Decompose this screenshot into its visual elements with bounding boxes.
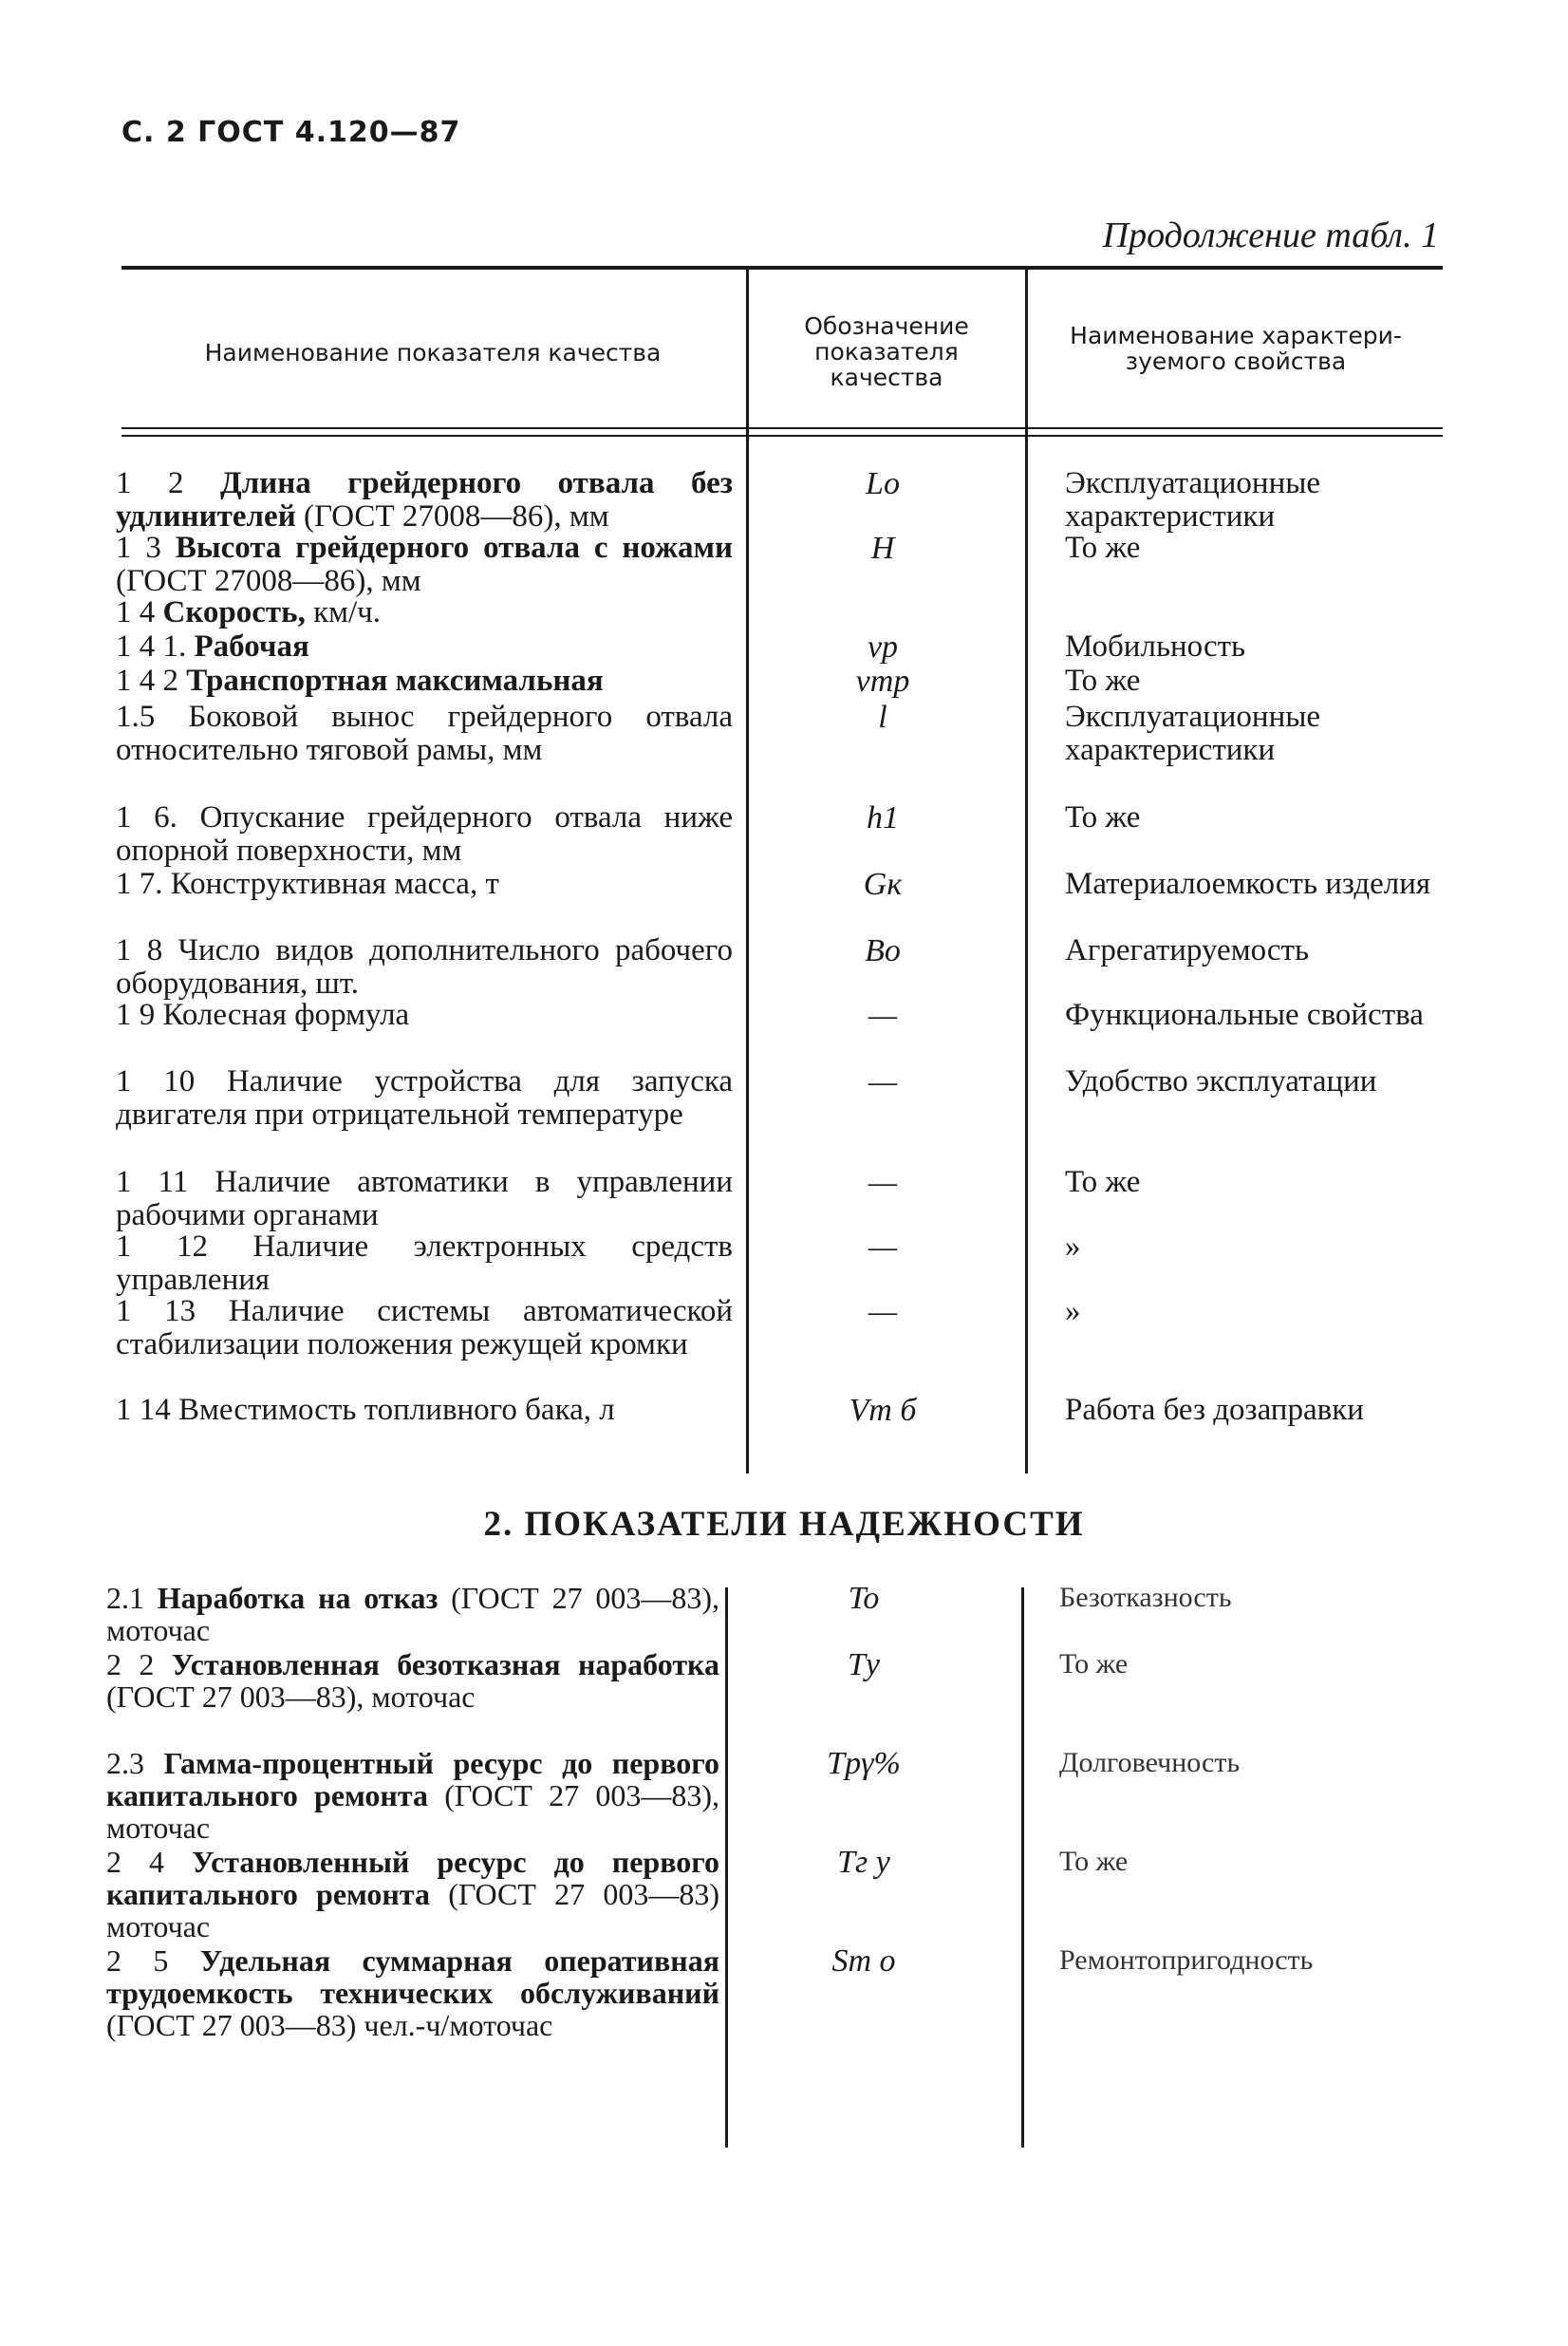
indicator-symbol: vр bbox=[867, 629, 899, 665]
indicator-name bbox=[116, 999, 733, 1032]
indicator-number: 1 10 bbox=[116, 1064, 196, 1098]
indicator-symbol: — bbox=[868, 1165, 898, 1200]
column-divider-4 bbox=[1021, 1587, 1024, 2148]
indicator-symbol: Tг у bbox=[837, 1845, 890, 1880]
indicator-name-text: (ГОСТ 27 003—83), моточас bbox=[106, 1680, 476, 1714]
indicator-name bbox=[106, 1747, 719, 1844]
indicator-name-text: Число видов дополнительного рабочего оборудования, шт. bbox=[116, 933, 734, 1001]
indicator-name bbox=[106, 1582, 719, 1646]
indicator-symbol: H bbox=[870, 531, 895, 566]
indicator-name-text: (ГОСТ 27 003—83), моточас bbox=[106, 1778, 720, 1845]
characterized-property: То же bbox=[1065, 664, 1141, 698]
indicator-name-text: Конструктивная масса, т bbox=[170, 867, 499, 901]
indicator-symbol: To bbox=[848, 1581, 880, 1616]
indicator-number: 1 8 bbox=[116, 933, 163, 967]
indicator-number: 1 4 2 bbox=[116, 664, 178, 698]
indicator-symbol: Vт б bbox=[849, 1393, 917, 1428]
indicator-name bbox=[116, 532, 733, 598]
characterized-property: То же bbox=[1065, 1165, 1141, 1199]
indicator-name-bold: Наработка на отказ bbox=[157, 1581, 439, 1615]
indicator-symbol: l bbox=[878, 700, 887, 735]
indicator-name-bold: Удельная суммарная оперативная трудоемкость технических обслуживаний bbox=[106, 1943, 719, 2010]
indicator-name-bold: Транспортная максимальная bbox=[186, 664, 604, 698]
indicator-name bbox=[106, 1846, 719, 1942]
indicator-number: 2 5 bbox=[106, 1943, 169, 1978]
header-bottom-rule-2 bbox=[121, 435, 1443, 437]
indicator-number: 2.1 bbox=[106, 1581, 144, 1615]
characterized-property: Материалоемкость изделия bbox=[1065, 867, 1431, 901]
indicator-symbol: Bo bbox=[865, 933, 901, 968]
indicator-symbol: Tрγ% bbox=[827, 1746, 901, 1781]
characterized-property: » bbox=[1065, 1294, 1081, 1328]
indicator-name-text: (ГОСТ 27 003—83) моточас bbox=[106, 1877, 720, 1943]
indicator-name-text: Наличие системы автоматической стабилизации положения режущей кромки bbox=[116, 1294, 734, 1361]
characterized-property: Работа без дозаправки bbox=[1065, 1393, 1364, 1427]
indicator-name bbox=[116, 665, 733, 698]
characterized-property: Агрегатируемость bbox=[1065, 933, 1310, 967]
indicator-name bbox=[116, 1295, 733, 1361]
indicator-name-text: (ГОСТ 27 003—83) чел.-ч/моточас bbox=[106, 2008, 553, 2042]
indicator-name-text: Опускание грейдерного отвала ниже опорной поверхности, мм bbox=[116, 800, 733, 868]
characterized-property: Удобство эксплуатации bbox=[1065, 1064, 1377, 1098]
characterized-property: То же bbox=[1065, 531, 1141, 565]
indicator-name bbox=[116, 701, 733, 767]
indicator-name-bold: Рабочая bbox=[194, 629, 309, 664]
indicator-name bbox=[116, 467, 733, 534]
column-header-symbol: Обозначение показателя качества bbox=[804, 312, 969, 391]
column-divider-2 bbox=[1025, 268, 1028, 1473]
indicator-symbol: — bbox=[868, 1294, 898, 1329]
indicator-name-text: (ГОСТ 27008—86), мм bbox=[116, 564, 421, 598]
characterized-property: Эксплуатационные характеристики bbox=[1065, 700, 1321, 767]
indicator-name bbox=[116, 1394, 733, 1427]
characterized-property: Ремонтопригодность bbox=[1059, 1944, 1314, 1976]
indicator-name bbox=[106, 1648, 719, 1713]
column-header-property: Наименование характери- зуемого свойства bbox=[1070, 322, 1402, 375]
indicator-name-bold: Скорость, bbox=[162, 595, 306, 629]
indicator-symbol: Tу bbox=[848, 1647, 880, 1682]
indicator-name bbox=[116, 934, 733, 1001]
indicator-name bbox=[116, 1166, 733, 1232]
indicator-number: 1 14 bbox=[116, 1393, 171, 1427]
indicator-name-text: Вместимость топливного бака, л bbox=[178, 1393, 615, 1427]
indicator-name-text: (ГОСТ 27 003—83), моточас bbox=[106, 1581, 720, 1647]
indicator-symbol: h1 bbox=[867, 800, 899, 835]
page-header: С. 2 ГОСТ 4.120—87 bbox=[121, 116, 461, 149]
indicator-symbol: — bbox=[868, 1229, 898, 1265]
indicator-symbol: vтр bbox=[855, 664, 910, 699]
characterized-property: То же bbox=[1059, 1648, 1129, 1680]
characterized-property: Функциональные свойства bbox=[1065, 998, 1424, 1032]
indicator-number: 1.5 bbox=[116, 700, 156, 734]
indicator-name-text: (ГОСТ 27008—86), мм bbox=[295, 499, 609, 534]
indicator-name-bold: Установленный ресурс до первого капитального ремонта bbox=[106, 1845, 720, 1911]
indicator-symbol: Gк bbox=[863, 867, 903, 902]
column-divider-1 bbox=[746, 268, 749, 1473]
indicator-name-text: Наличие автоматики в управлении рабочими органами bbox=[116, 1165, 734, 1232]
header-bottom-rule bbox=[121, 427, 1443, 429]
characterized-property: Безотказность bbox=[1059, 1582, 1232, 1613]
indicator-name-bold: Гамма-процентный ресурс до первого капитального ремонта bbox=[106, 1746, 719, 1812]
indicator-number: 1 3 bbox=[116, 531, 161, 565]
indicator-number: 2.3 bbox=[106, 1746, 144, 1780]
indicator-number: 1 4 bbox=[116, 595, 156, 629]
indicator-number: 1 6. bbox=[116, 800, 177, 835]
characterized-property: Мобильность bbox=[1065, 629, 1246, 664]
indicator-symbol: — bbox=[868, 1064, 898, 1099]
indicator-name bbox=[116, 1065, 733, 1132]
indicator-name-text: Наличие электронных средств управления bbox=[116, 1229, 733, 1297]
indicator-name bbox=[106, 1944, 719, 2041]
table-top-rule bbox=[121, 266, 1443, 270]
indicator-symbol: — bbox=[868, 998, 898, 1033]
section-title: 2. ПОКАЗАТЕЛИ НАДЕЖНОСТИ bbox=[483, 1505, 1085, 1544]
characterized-property: То же bbox=[1065, 800, 1141, 835]
characterized-property: То же bbox=[1059, 1846, 1129, 1877]
indicator-name-bold: Высота грейдерного отвала с ножами bbox=[175, 531, 734, 565]
indicator-number: 1 13 bbox=[116, 1294, 196, 1328]
indicator-number: 1 7. bbox=[116, 867, 163, 901]
indicator-number: 1 4 1. bbox=[116, 629, 187, 664]
indicator-name bbox=[116, 801, 733, 868]
indicator-symbol: Sт о bbox=[831, 1943, 896, 1979]
indicator-name-text: Колесная формула bbox=[162, 998, 410, 1032]
indicator-number: 1 9 bbox=[116, 998, 156, 1032]
indicator-number: 1 2 bbox=[116, 466, 184, 500]
indicator-number: 2 4 bbox=[106, 1845, 165, 1879]
table-continuation-label: Продолжение табл. 1 bbox=[1102, 216, 1439, 255]
indicator-name-text: км/ч. bbox=[305, 595, 382, 629]
indicator-name bbox=[116, 868, 733, 901]
indicator-symbol: Lo bbox=[866, 466, 900, 501]
characterized-property: Эксплуатационные характеристики bbox=[1065, 466, 1321, 534]
characterized-property: Долговечность bbox=[1059, 1747, 1241, 1778]
indicator-name-bold: Длина грейдерного отвала без удлинителей bbox=[116, 466, 733, 534]
characterized-property: » bbox=[1065, 1229, 1081, 1264]
column-header-name: Наименование показателя качества bbox=[204, 339, 662, 366]
indicator-number: 1 12 bbox=[116, 1229, 208, 1264]
indicator-name bbox=[116, 596, 733, 629]
indicator-number: 1 11 bbox=[116, 1165, 189, 1199]
indicator-name bbox=[116, 1230, 733, 1297]
indicator-name-text: Боковой вынос грейдерного отвала относительно тяговой рамы, мм bbox=[116, 700, 734, 767]
indicator-number: 2 2 bbox=[106, 1647, 155, 1681]
indicator-name-text: Наличие устройства для запуска двигателя при отрицательной температуре bbox=[116, 1064, 734, 1132]
indicator-name bbox=[116, 630, 733, 664]
indicator-name-bold: Установленная безотказная наработка bbox=[171, 1647, 719, 1681]
